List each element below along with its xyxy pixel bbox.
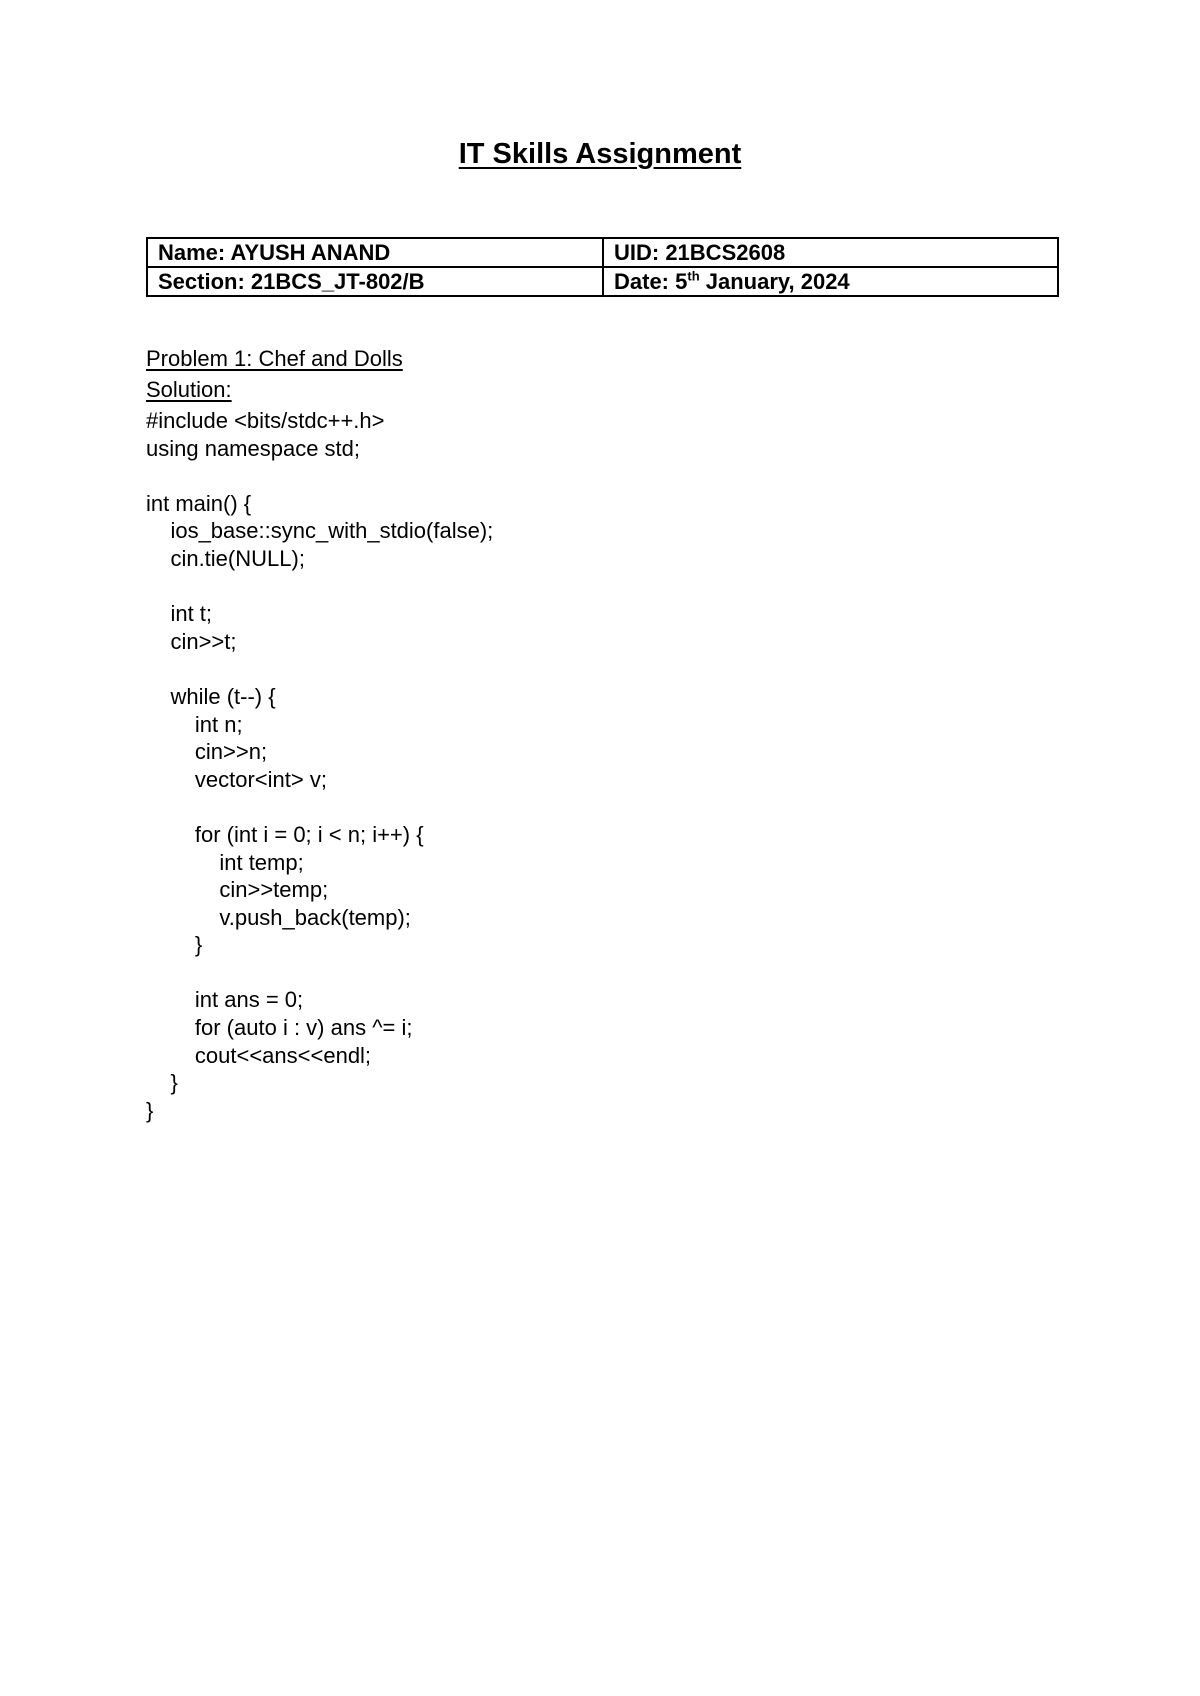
student-name: Name: AYUSH ANAND [147, 238, 603, 267]
code-line: int main() { [146, 490, 252, 516]
code-line: } [146, 932, 203, 958]
code-line: int n; [146, 711, 243, 737]
date-prefix: Date: 5 [614, 269, 688, 294]
problem-heading: Problem 1: Chef and Dolls [146, 346, 403, 371]
solution-code [146, 407, 493, 1124]
code-line: int t; [146, 601, 213, 627]
info-row [147, 267, 1058, 296]
code-line [146, 655, 493, 683]
code-line: cin.tie(NULL); [146, 545, 305, 571]
code-line: while (t--) { [146, 683, 276, 709]
code-line: v.push_back(temp); [146, 904, 411, 930]
code-line: for (auto i : v) ans ^= i; [146, 1015, 413, 1041]
code-line: int temp; [146, 849, 304, 875]
code-line [146, 462, 493, 490]
code-line: ios_base::sync_with_stdio(false); [146, 518, 494, 544]
info-row [147, 238, 1058, 267]
solution-heading: Solution: [146, 377, 232, 402]
student-info-table [146, 237, 1059, 297]
code-line: } [146, 1097, 154, 1123]
code-line: } [146, 1070, 178, 1096]
code-line [146, 573, 493, 601]
code-line: cin>>t; [146, 628, 237, 654]
code-line: #include <bits/stdc++.h> [146, 408, 385, 433]
code-line [146, 959, 493, 987]
date-suffix: January, 2024 [699, 269, 850, 294]
code-line: cin>>temp; [146, 877, 329, 903]
submission-date [603, 267, 1058, 296]
code-line: for (int i = 0; i < n; i++) { [146, 821, 424, 847]
page-title: IT Skills Assignment [458, 138, 742, 170]
problem-section [146, 343, 493, 1124]
student-uid: UID: 21BCS2608 [603, 238, 1058, 267]
student-section: Section: 21BCS_JT-802/B [147, 267, 603, 296]
code-line [146, 793, 493, 821]
code-line: cout<<ans<<endl; [146, 1042, 372, 1068]
date-ordinal: th [687, 268, 700, 284]
code-line: vector<int> v; [146, 766, 327, 792]
code-line: int ans = 0; [146, 987, 304, 1013]
code-line: cin>>n; [146, 739, 268, 765]
code-line: using namespace std; [146, 435, 361, 461]
